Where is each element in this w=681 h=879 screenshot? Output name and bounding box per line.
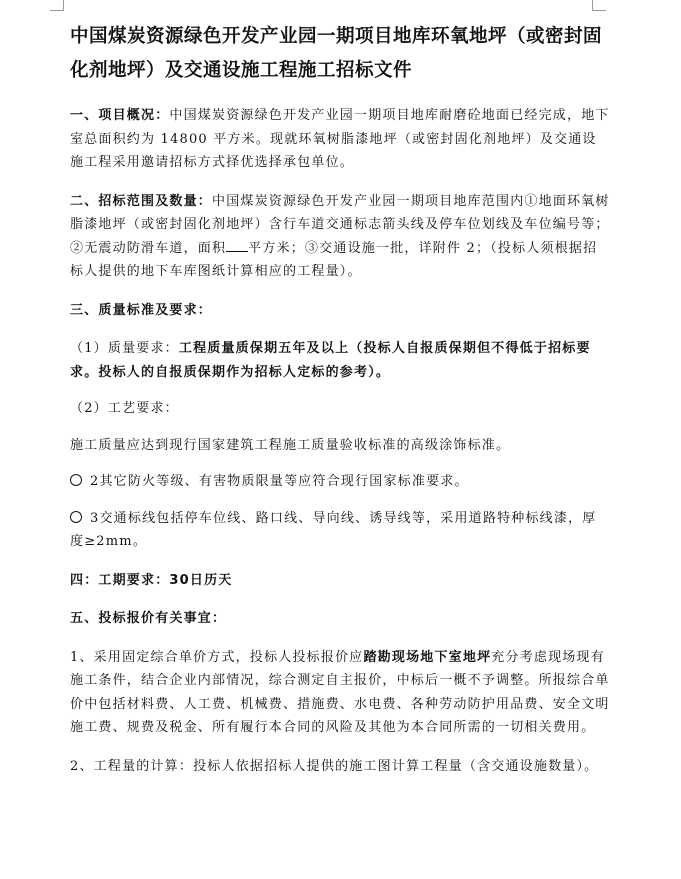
section-project-overview [70, 104, 610, 175]
section5-heading: 五、投标报价有关事宜： [70, 611, 227, 626]
quality-requirement-label: （1）质量要求： [70, 341, 179, 356]
quality-requirement [70, 337, 610, 384]
process-requirement [70, 397, 610, 421]
pricing-clause-1-b: 充分考虑现场现有施工条件，结合企业内部情况，综合测定自主报价，中标后一概不予调整。所报综合单价中包括材料费、人工费、机械费、措施费、水电费、各种劳动防护用品费、安全文明施工费、规费及税金、所有履行本合同的风险及其他为本合同所需的一切相关费用。 [70, 649, 610, 735]
list-item-fire-rating [70, 470, 610, 494]
section2-heading: 二、招标范围及数量： [70, 193, 213, 209]
section4-heading: 四：工期要求：30日历天 [70, 572, 233, 588]
section1-body: 中国煤炭资源绿色开发产业园一期项目地库耐磨砼地面已经完成，地下室总面积约为 14800 平方米。现就环氧树脂漆地坪（或密封固化剂地坪）及交通设施工程采用邀请招标方式择优选择承包单位。 [70, 108, 610, 170]
construction-standard: 施工质量应达到现行国家建筑工程施工质量验收标准的高级涂饰标准。 [70, 437, 511, 453]
list-item-traffic-marking [70, 507, 610, 554]
section1-heading: 一、项目概况： [70, 108, 170, 123]
quality-requirement-body: 工程质量质保期五年及以上（投标人自报质保期但不得低于招标要求。投标人的自报质保期作为招标人定标的参考）。 [70, 341, 591, 380]
document-body [70, 20, 610, 778]
section-bid-price-heading [70, 607, 610, 631]
pricing-clause-1 [70, 646, 610, 740]
section2-body-a: 中国煤炭资源绿色开发产业园一期项目地库范围内①地面环氧树脂漆地坪（或密封固化剂地坪）含行车道交通标志箭头线及停车位划线及车位编号等；②无震动防滑车道，面积 [70, 193, 610, 256]
document-title: 中国煤炭资源绿色开发产业园一期项目地库环氧地坪（或密封固化剂地坪）及交通设施工程施工招标文件 [70, 26, 603, 81]
process-requirement-label: （2）工艺要求： [70, 401, 179, 416]
traffic-marking-text: 3交通标线包括停车位线、路口线、导向线、诱导线等，采用道路特种标线漆，厚度≥2mm。 [70, 510, 597, 549]
page-corner-mark-left [50, 0, 64, 11]
section2-body-b: 平方米；③交通设施一批，详附件 2；（投标人须根据招标人提供的地下车库图纸计算相应的工程量）。 [70, 240, 598, 279]
section3-heading: 三、质量标准及要求： [70, 302, 213, 318]
section-bid-scope [70, 190, 610, 284]
circle-bullet-icon [70, 511, 82, 523]
section-quality-heading [70, 299, 610, 323]
pricing-clause-1-a: 1、采用固定综合单价方式，投标人投标报价应 [70, 649, 364, 665]
pricing-clause-2: 2、工程量的计算：投标人依据招标人提供的施工图计算工程量（含交通设施数量）。 [70, 758, 599, 774]
area-blank-underline [226, 238, 248, 252]
fire-rating-text: 2其它防火等级、有害物质限量等应符合现行国家标准要求。 [90, 474, 469, 489]
circle-bullet-icon [70, 474, 82, 486]
section-schedule [70, 569, 610, 593]
page-corner-mark-right [592, 0, 606, 11]
pricing-clause-1-bold: 踏勘现场地下室地坪 [363, 649, 492, 665]
